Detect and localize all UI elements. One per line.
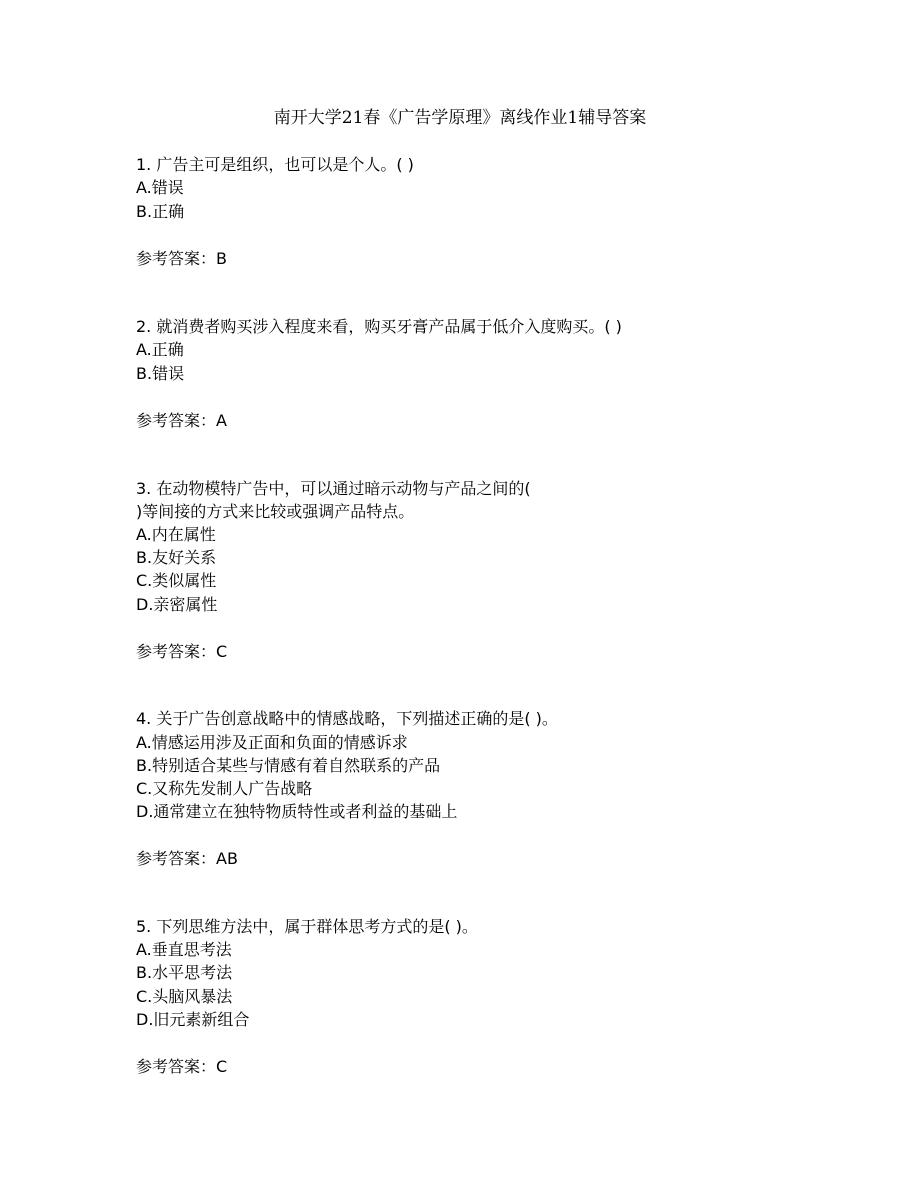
- document-title: 南开大学21春《广告学原理》离线作业1辅导答案: [273, 108, 647, 128]
- question-4-stem: 4. 关于广告创意战略中的情感战略，下列描述正确的是( )。: [136, 709, 558, 728]
- question-4-option-c: C.又称先发制人广告战略: [136, 779, 313, 798]
- question-4-answer: 参考答案：AB: [136, 849, 238, 868]
- question-2-option-a: A.正确: [136, 340, 184, 359]
- question-1-stem: 1. 广告主可是组织，也可以是个人。( ): [136, 155, 414, 174]
- question-3-stem-line-1: 3. 在动物模特广告中，可以通过暗示动物与产品之间的(: [136, 479, 531, 498]
- question-5-option-b: B.水平思考法: [136, 963, 233, 982]
- question-5-option-d: D.旧元素新组合: [136, 1010, 250, 1029]
- question-4-option-b: B.特别适合某些与情感有着自然联系的产品: [136, 756, 441, 775]
- question-5-stem: 5. 下列思维方法中，属于群体思考方式的是( )。: [136, 917, 478, 936]
- question-2-option-b: B.错误: [136, 364, 185, 383]
- question-5-answer: 参考答案：C: [136, 1057, 228, 1076]
- question-5-option-a: A.垂直思考法: [136, 940, 232, 959]
- question-2-answer: 参考答案：A: [136, 411, 227, 430]
- question-3-answer: 参考答案：C: [136, 642, 228, 661]
- question-4-option-a: A.情感运用涉及正面和负面的情感诉求: [136, 733, 408, 752]
- question-3-stem-line-2: )等间接的方式来比较或强调产品特点。: [136, 502, 415, 521]
- question-1-option-b: B.正确: [136, 202, 185, 221]
- question-3-option-a: A.内在属性: [136, 525, 216, 544]
- question-3-option-d: D.亲密属性: [136, 595, 218, 614]
- question-2-stem: 2. 就消费者购买涉入程度来看，购买牙膏产品属于低介入度购买。( ): [136, 317, 622, 336]
- question-3-option-b: B.友好关系: [136, 548, 217, 567]
- question-3-option-c: C.类似属性: [136, 571, 217, 590]
- question-5-option-c: C.头脑风暴法: [136, 987, 233, 1006]
- question-4-option-d: D.通常建立在独特物质特性或者利益的基础上: [136, 802, 458, 821]
- question-1-answer: 参考答案：B: [136, 249, 227, 268]
- question-1-option-a: A.错误: [136, 178, 184, 197]
